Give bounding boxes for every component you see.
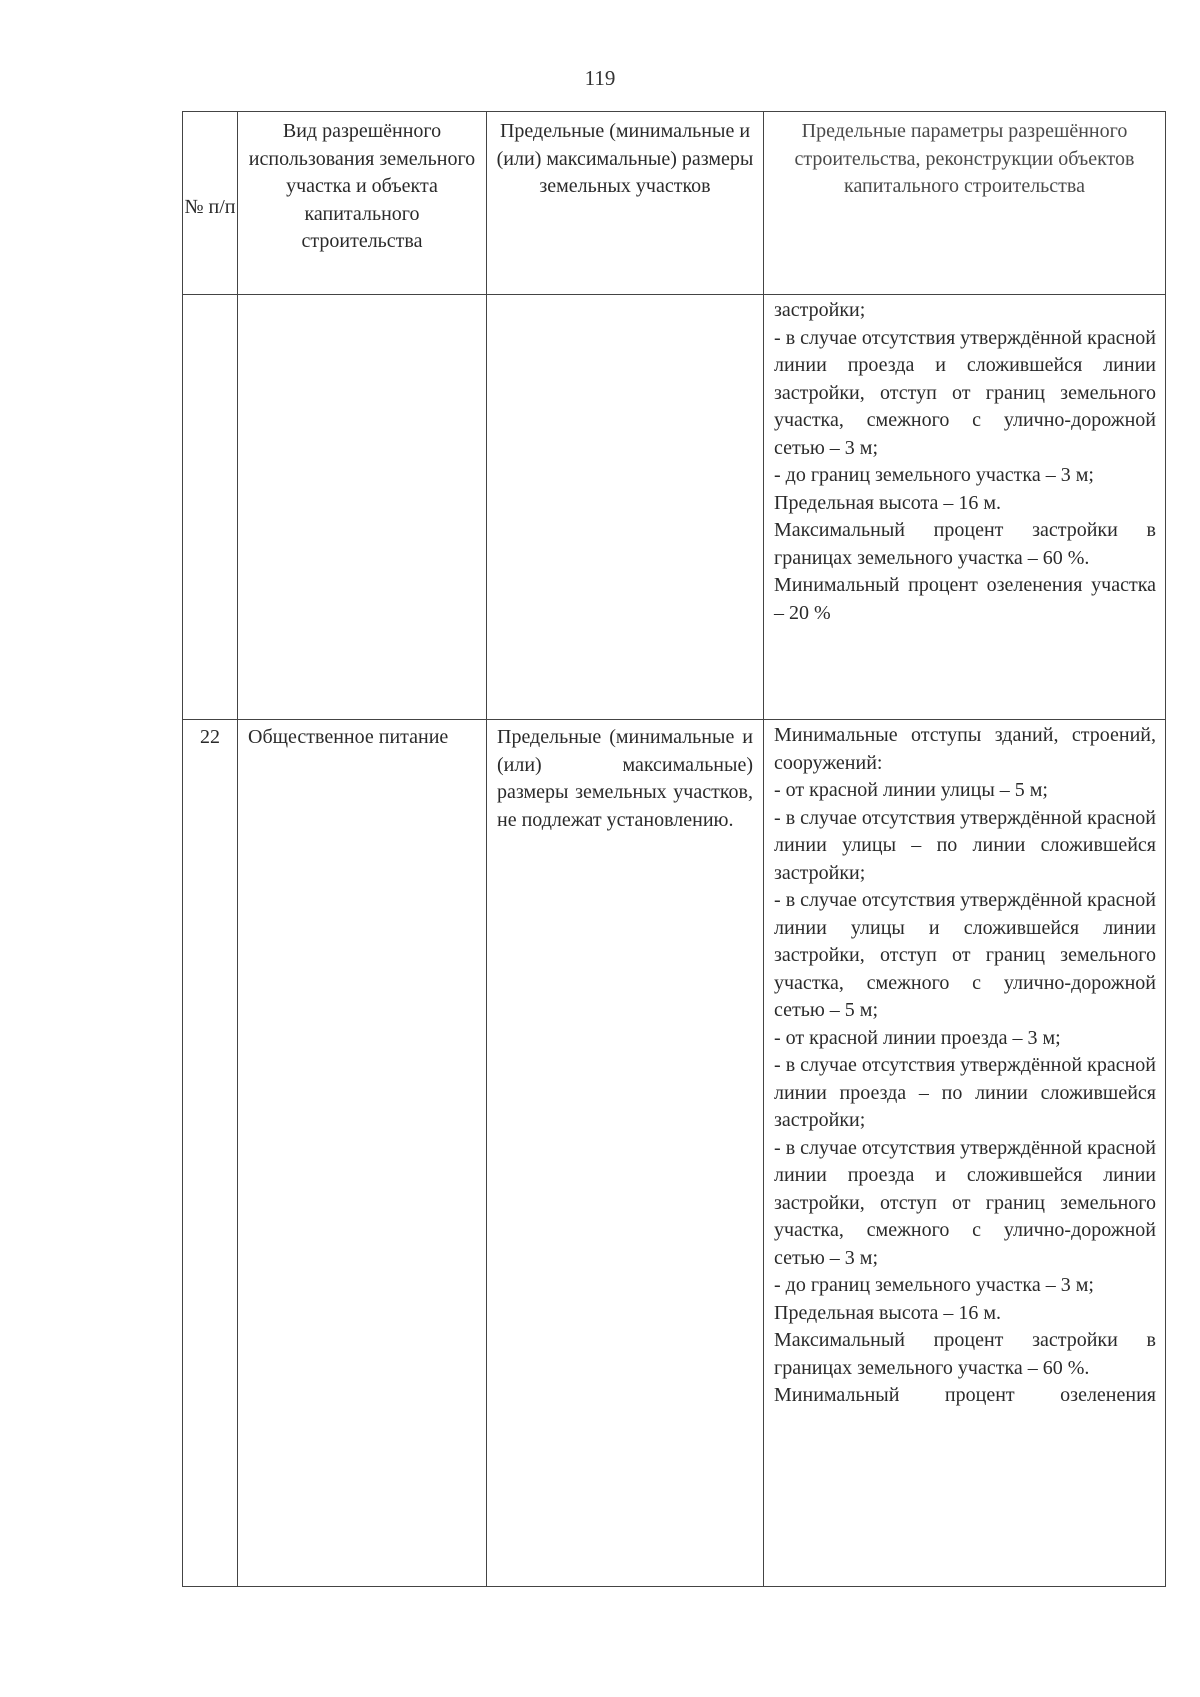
param-line: - до границ земельного участка – 3 м; [774, 464, 1094, 486]
param-line: Минимальные отступы зданий, строений, сооружений: [774, 724, 1156, 774]
param-line: Предельная высота – 16 м. [774, 1301, 1002, 1324]
param-line: - от красной линии улицы – 5 м; [774, 779, 1048, 801]
param-line: - в случае отсутствия утверждённой красной линии проезда и сложившейся линии застройки, отступ от границ земельного участка, смежного с улично-дорожной сетью – 3 м; [774, 326, 1156, 459]
header-use-type: Вид разрешённого использования земельного участка и объекта капитального строительства [238, 112, 487, 295]
header-plot-size: Предельные (минимальные и (или) максимальные) размеры земельных участков [487, 112, 764, 295]
param-line: Минимальный процент озеленения участка – 20 % [774, 574, 1156, 624]
row-number [183, 295, 238, 720]
param-line: Минимальный процент озеленения [774, 1384, 1156, 1406]
header-number: № п/п [183, 112, 238, 295]
row-plot-size [487, 295, 764, 720]
param-line: Максимальный процент застройки в границах земельного участка – 60 %. [774, 519, 1156, 569]
row-construction-params [764, 720, 1166, 1587]
table-header-row [183, 112, 1166, 295]
param-line: застройки; [774, 299, 866, 321]
table-row [183, 295, 1166, 720]
param-line: - в случае отсутствия утверждённой красной линии проезда и сложившейся линии застройки, отступ от границ земельного участка, смежного с улично-дорожной сетью – 3 м; [774, 1136, 1156, 1269]
param-line: - в случае отсутствия утверждённой красной линии проезда – по линии сложившейся застройки; [774, 1054, 1156, 1131]
param-line: - до границ земельного участка – 3 м; [774, 1274, 1094, 1296]
param-line: - в случае отсутствия утверждённой красной линии улицы и сложившейся линии застройки, отступ от границ земельного участка, смежного с улично-дорожной сетью – 5 м; [774, 889, 1156, 1021]
regulations-table [182, 111, 1166, 1587]
param-line: - в случае отсутствия утверждённой красной линии улицы – по линии сложившейся застройки; [774, 806, 1156, 884]
param-line: Предельная высота – 16 м. [774, 491, 1002, 514]
row-use-type [238, 295, 487, 720]
param-line: - от красной линии проезда – 3 м; [774, 1026, 1061, 1049]
header-construction-params: Предельные параметры разрешённого строительства, реконструкции объектов капитального строительства [764, 112, 1166, 295]
table-row [183, 720, 1166, 1587]
row-plot-size: Предельные (минимальные и (или) максимальные) размеры земельных участков, не подлежат установлению. [487, 720, 764, 1587]
row-number: 22 [183, 720, 238, 1587]
row-use-type: Общественное питание [238, 720, 487, 1587]
page-number: 119 [584, 66, 616, 90]
row-construction-params [764, 295, 1166, 720]
param-line: Максимальный процент застройки в границах земельного участка – 60 %. [774, 1329, 1156, 1379]
